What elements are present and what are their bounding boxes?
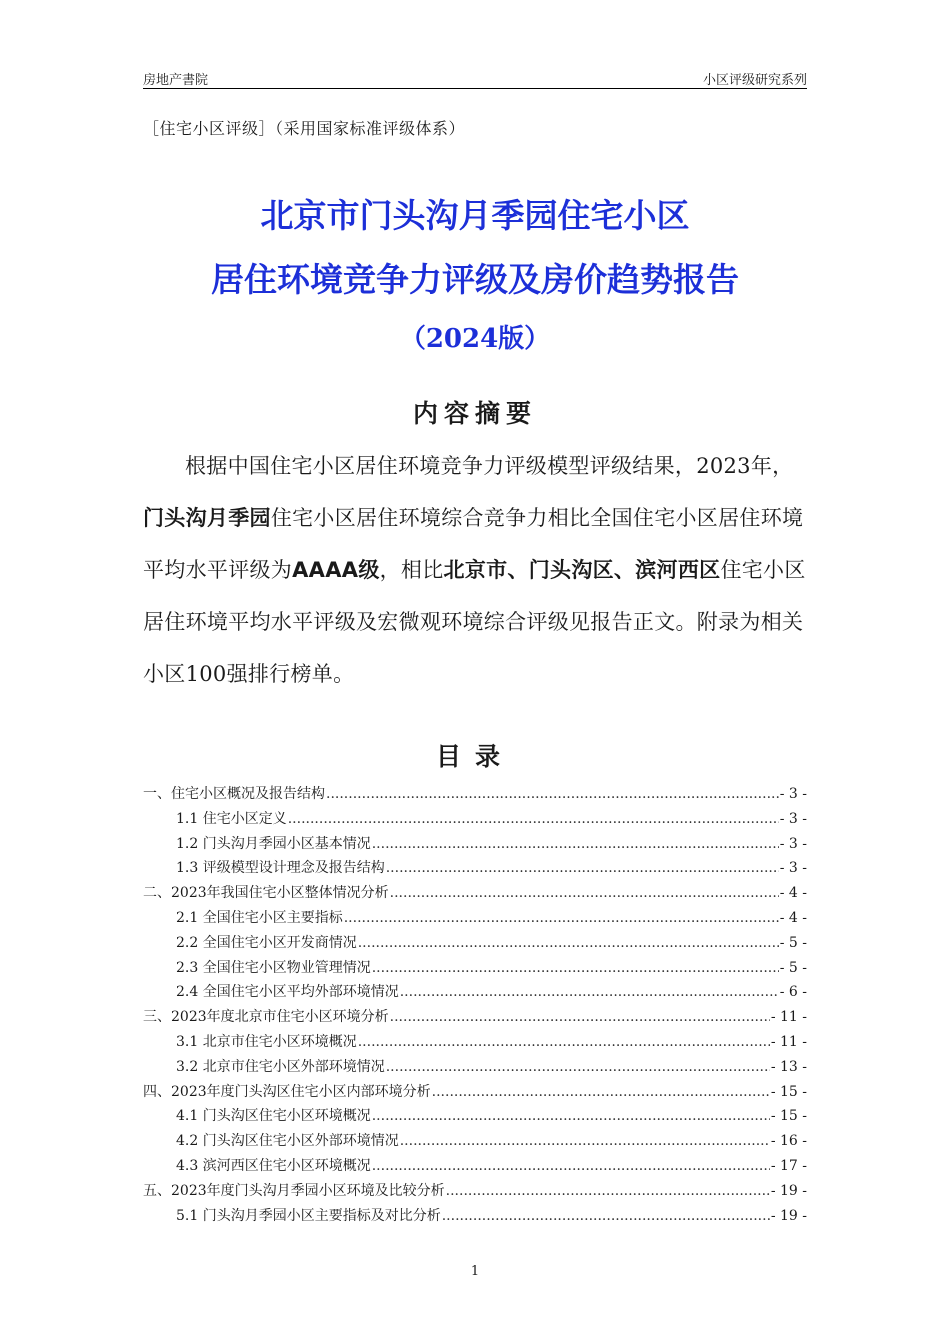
toc-item-page: - 6 - — [779, 984, 807, 1001]
toc-item-page: - 11 - — [770, 1033, 807, 1050]
abstract-text: ，相比 — [379, 558, 444, 582]
toc-item-label: 1.2 门头沟月季园小区基本情况 — [176, 835, 371, 852]
abstract-paragraph — [143, 440, 809, 700]
toc-leader-dots — [390, 1009, 770, 1025]
toc-item[interactable] — [143, 1105, 807, 1130]
abstract-heading: 内容摘要 — [412, 399, 537, 428]
toc-leader-dots — [358, 1034, 770, 1050]
toc-item-page: - 19 - — [770, 1182, 807, 1199]
toc-item-page: - 15 - — [770, 1083, 807, 1100]
toc-item[interactable] — [143, 1006, 807, 1031]
toc-leader-dots — [288, 811, 779, 827]
toc-item[interactable] — [143, 1130, 807, 1155]
toc-item[interactable] — [143, 1205, 807, 1230]
toc-leader-dots — [386, 1059, 770, 1075]
toc-item-label: 五、2023年度门头沟月季园小区环境及比较分析 — [143, 1182, 445, 1199]
toc-leader-dots — [442, 1208, 770, 1224]
toc-item-label: 一、住宅小区概况及报告结构 — [143, 786, 325, 802]
toc-item-page: - 3 - — [779, 835, 807, 852]
toc-item-label: 4.2 门头沟区住宅小区外部环境情况 — [176, 1133, 399, 1150]
toc-leader-dots — [326, 786, 779, 802]
toc-item[interactable] — [143, 1031, 807, 1056]
abstract-highlight-rating: AAAA级 — [292, 558, 380, 582]
toc-item[interactable] — [143, 783, 807, 808]
table-of-contents — [143, 783, 807, 1229]
toc-item[interactable] — [143, 957, 807, 982]
toc-item[interactable] — [143, 981, 807, 1006]
toc-item[interactable] — [143, 1081, 807, 1106]
page-number: 1 — [470, 1264, 480, 1279]
toc-item-page: - 19 - — [770, 1207, 807, 1224]
report-title-line1: 北京市门头沟月季园住宅小区 — [260, 196, 690, 235]
toc-item-label: 3.1 北京市住宅小区环境概况 — [176, 1033, 357, 1050]
toc-leader-dots — [372, 836, 779, 852]
abstract-text: 住宅小区居住环境综合竞争力相比全国住宅小区居住环境平均水平评级为 — [143, 506, 804, 582]
toc-leader-dots — [372, 1158, 770, 1174]
toc-item-label: 二、2023年我国住宅小区整体情况分析 — [143, 885, 389, 902]
report-category: ［住宅小区评级］（采用国家标准评级体系） — [143, 119, 466, 138]
toc-item[interactable] — [143, 1155, 807, 1180]
toc-item-page: - 17 - — [770, 1157, 807, 1174]
toc-item[interactable] — [143, 833, 807, 858]
toc-item-page: - 3 - — [779, 860, 807, 877]
toc-item[interactable] — [143, 857, 807, 882]
toc-item[interactable] — [143, 932, 807, 957]
toc-item-label: 三、2023年度北京市住宅小区环境分析 — [143, 1009, 389, 1026]
header-series: 小区评级研究系列 — [702, 73, 807, 88]
toc-leader-dots — [390, 885, 779, 901]
toc-item-label: 四、2023年度门头沟区住宅小区内部环境分析 — [143, 1083, 431, 1100]
toc-item-page: - 3 - — [779, 810, 807, 827]
toc-item-label: 1.1 住宅小区定义 — [176, 810, 287, 827]
toc-item-label: 1.3 评级模型设计理念及报告结构 — [176, 860, 385, 877]
toc-item-page: - 5 - — [779, 934, 807, 951]
toc-item-label: 4.1 门头沟区住宅小区环境概况 — [176, 1108, 371, 1125]
toc-item-page: - 15 - — [770, 1108, 807, 1125]
toc-leader-dots — [432, 1084, 770, 1100]
toc-leader-dots — [386, 860, 779, 876]
toc-item-label: 3.2 北京市住宅小区外部环境情况 — [176, 1058, 385, 1075]
toc-item[interactable] — [143, 808, 807, 833]
toc-item-label: 2.2 全国住宅小区开发商情况 — [176, 934, 357, 951]
toc-item-page: - 5 - — [779, 959, 807, 976]
toc-item-label: 2.3 全国住宅小区物业管理情况 — [176, 959, 371, 976]
toc-item-page: - 16 - — [770, 1133, 807, 1150]
toc-item[interactable] — [143, 1056, 807, 1081]
toc-item-page: - 3 - — [779, 786, 807, 802]
toc-leader-dots — [400, 984, 779, 1000]
toc-leader-dots — [358, 935, 779, 951]
toc-item-label: 2.1 全国住宅小区主要指标 — [176, 909, 343, 926]
abstract-text: 根据中国住宅小区居住环境竞争力评级模型评级结果，2023年， — [185, 454, 794, 478]
toc-item-label: 4.3 滨河西区住宅小区环境概况 — [176, 1157, 371, 1174]
abstract-highlight-regions: 北京市、门头沟区、滨河西区 — [443, 558, 721, 582]
toc-item-page: - 13 - — [770, 1058, 807, 1075]
toc-item[interactable] — [143, 907, 807, 932]
report-title-line2: 居住环境竞争力评级及房价趋势报告 — [211, 260, 739, 299]
toc-leader-dots — [344, 910, 779, 926]
toc-leader-dots — [372, 1108, 770, 1124]
toc-item-page: - 4 - — [779, 885, 807, 902]
toc-item-page: - 4 - — [779, 909, 807, 926]
header-publisher: 房地产書院 — [143, 73, 209, 88]
toc-heading: 目录 — [435, 742, 514, 771]
abstract-highlight-community: 门头沟月季园 — [143, 506, 271, 530]
report-edition: （2024版） — [399, 324, 551, 354]
abstract-text: 住宅小区居住环境平均水平评级及宏微观环境综合评级见报告正文。附录为相关小区100强排行榜单。 — [143, 558, 806, 686]
toc-item[interactable] — [143, 1180, 807, 1205]
toc-item-page: - 11 - — [770, 1009, 807, 1026]
toc-leader-dots — [400, 1133, 770, 1149]
toc-leader-dots — [372, 960, 779, 976]
toc-leader-dots — [446, 1183, 770, 1199]
toc-item[interactable] — [143, 882, 807, 907]
toc-item-label: 2.4 全国住宅小区平均外部环境情况 — [176, 984, 399, 1001]
toc-item-label: 5.1 门头沟月季园小区主要指标及对比分析 — [176, 1207, 441, 1224]
page-header — [143, 66, 807, 89]
